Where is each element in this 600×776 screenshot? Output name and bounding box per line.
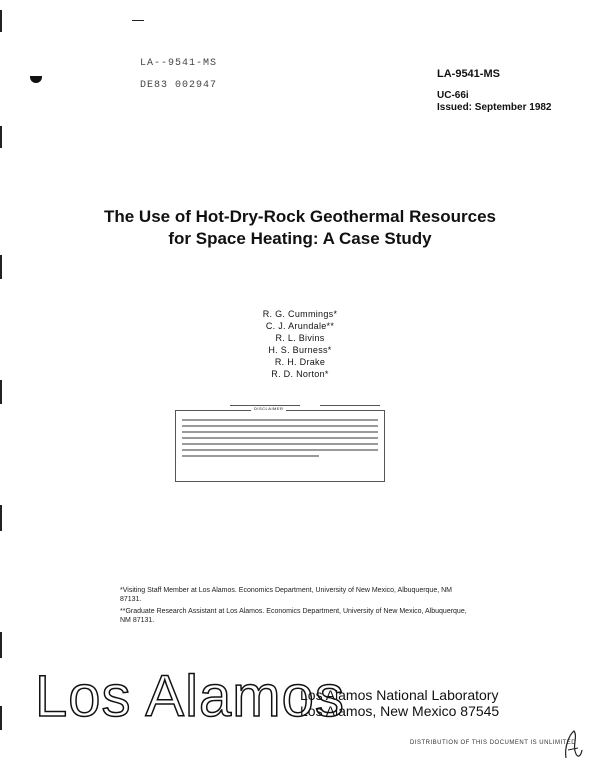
author-name: R. D. Norton* (271, 369, 329, 379)
scan-edge-mark (0, 380, 2, 404)
issue-date: Issued: September 1982 (437, 102, 552, 113)
disclaimer-text-line (182, 443, 378, 445)
category-code: UC-66i (437, 90, 469, 101)
disclaimer-text-line (182, 437, 378, 439)
title-line: for Space Heating: A Case Study (168, 229, 432, 248)
disclaimer-text-line (182, 431, 378, 433)
document-title (50, 206, 550, 250)
author-list (200, 308, 400, 380)
disclaimer-text-line (182, 449, 378, 451)
disclaimer-text-line (182, 455, 319, 457)
scan-dash-mark (132, 20, 144, 21)
report-number: LA-9541-MS (437, 68, 500, 80)
los-alamos-logo: Los Alamos (35, 664, 345, 729)
scan-edge-mark (0, 255, 2, 279)
author-name: C. J. Arundale** (265, 321, 335, 331)
disclaimer-text-line (182, 425, 378, 427)
scan-edge-mark (0, 706, 2, 730)
author-name: R. G. Cummings* (262, 309, 338, 319)
title-line: The Use of Hot-Dry-Rock Geothermal Resources (103, 207, 497, 226)
divider-rule (320, 405, 380, 406)
disclaimer-text-line (182, 419, 378, 421)
doc-code: LA--9541-MS (140, 58, 218, 69)
footnote: *Visiting Staff Member at Los Alamos. Economics Department, University of New Mexico, Albuquerque, NM 87131. (120, 587, 452, 603)
author-name: H. S. Burness* (268, 345, 332, 355)
punch-hole-mark (30, 76, 42, 83)
scan-edge-mark (0, 126, 2, 148)
disclaimer-box (175, 406, 385, 482)
laboratory-name (300, 687, 499, 719)
author-name: R. H. Drake (274, 357, 326, 367)
scan-edge-mark (0, 10, 2, 32)
scan-edge-mark (0, 505, 2, 531)
scan-edge-mark (0, 632, 2, 658)
disclaimer-heading: DISCLAIMER (251, 406, 286, 411)
lab-name-line: Los Alamos National Laboratory (300, 687, 499, 703)
footnote: **Graduate Research Assistant at Los Alamos. Economics Department, University of New Mexico, Albuquerque, NM 87131. (120, 608, 467, 624)
lab-address-line: Los Alamos, New Mexico 87545 (300, 703, 500, 719)
handwritten-initials-mark (562, 728, 584, 762)
distribution-stamp: DISTRIBUTION OF THIS DOCUMENT IS UNLIMITED (410, 740, 577, 746)
footnotes (120, 586, 470, 628)
author-name: R. L. Bivins (275, 333, 325, 343)
de-number: DE83 002947 (140, 80, 218, 91)
